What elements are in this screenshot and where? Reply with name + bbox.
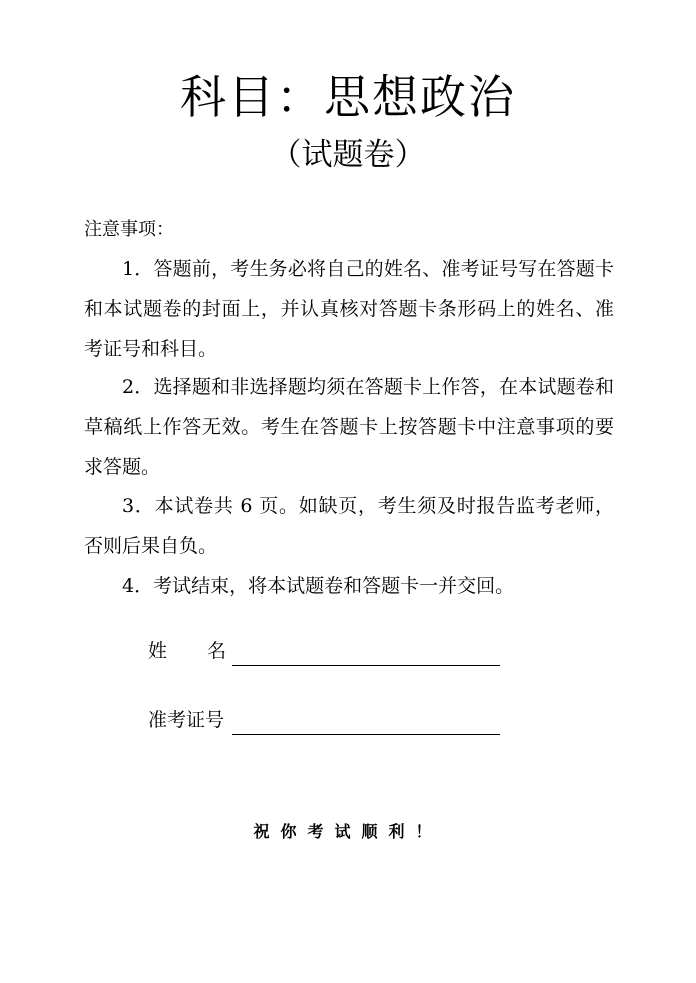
exam-id-label: 准考证号: [148, 709, 225, 731]
notice-heading: 注意事项：: [84, 219, 174, 240]
notice-item-2: 2．选择题和非选择题均须在答题卡上作答，在本试题卷和草稿纸上作答无效。考生在答题卡上按答题卡中注意事项的要求答题。: [84, 376, 614, 478]
page-subtitle: （试题卷）: [270, 137, 426, 173]
notice-item-1: 1．答题前，考生务必将自己的姓名、准考证号写在答题卡和本试题卷的封面上，并认真核对答题卡条形码上的姓名、准考证号和科目。: [84, 258, 614, 360]
name-label-char-2: 名: [207, 640, 227, 662]
exam-id-blank-line[interactable]: [232, 710, 500, 735]
page-title: 科目：思想政治: [180, 70, 516, 124]
name-label: [148, 636, 232, 666]
exam-id-field: [148, 705, 500, 735]
notice-item-4: 4．考试结束，将本试题卷和答题卡一并交回。: [122, 575, 515, 597]
name-label-char-1: 姓: [148, 640, 168, 662]
name-field: [148, 636, 500, 666]
blessing-text: 祝你考试顺利！: [253, 822, 443, 841]
notice-item-3: 3．本试卷共 6 页。如缺页，考生须及时报告监考老师，否则后果自负。: [84, 495, 614, 557]
name-blank-line[interactable]: [232, 641, 500, 666]
